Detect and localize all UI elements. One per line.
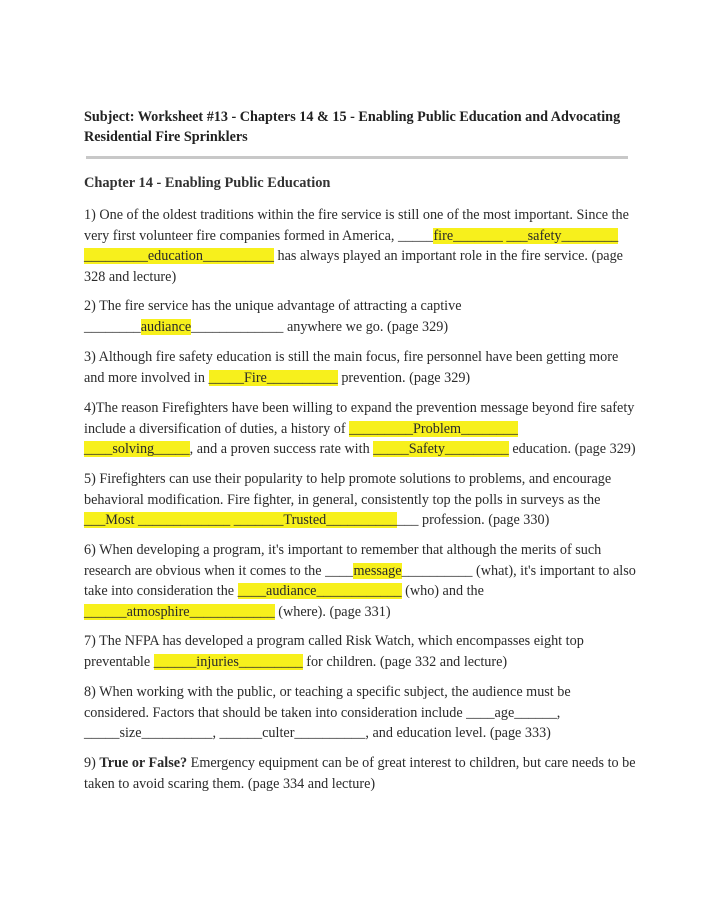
q6-text: (where). (page 331) (274, 603, 391, 620)
q9-number: 9) (84, 755, 100, 771)
q4-line-1: 4)The reason Firefighters have been willing to expand the prevention message beyond fire safety (84, 400, 635, 416)
q1-text: has always played an important role in the fire service. (page (273, 248, 623, 264)
q4-answer-solving: ____solving_____ (84, 441, 190, 457)
q6-text: take into consideration the (84, 583, 238, 599)
q4-text: education. (page 329) (508, 441, 636, 457)
q7-text: preventable (84, 653, 154, 670)
q6-answer-message: message (353, 562, 402, 579)
q9-text: Emergency equipment can be of great interest to children, but care needs to be (187, 755, 636, 771)
q7-line-2 (84, 652, 644, 673)
q2-line-2 (84, 317, 644, 338)
q4-answer-safety: _____Safety_________ (373, 441, 509, 457)
q5-line-1: 5) Firefighters can use their popularity to help promote solutions to problems, and encourage (84, 471, 612, 487)
q6-answer-atmosphire: ______atmosphire____________ (84, 603, 275, 620)
q3-line-2 (84, 368, 644, 389)
question-8 (84, 682, 644, 744)
q2-blank: ________ (84, 318, 141, 335)
q1-line-3 (84, 246, 644, 267)
horizontal-divider (86, 156, 628, 159)
q2-line-1: 2) The fire service has the unique advantage of attracting a captive (84, 298, 462, 314)
q7-line-1: 7) The NFPA has developed a program called Risk Watch, which encompasses eight top (84, 633, 584, 649)
q8-line-3: _____size__________, ______culter__________, and education level. (page 333) (84, 725, 551, 741)
q4-line-3 (84, 439, 644, 460)
q3-line-1: 3) Although fire safety education is still the main focus, fire personnel have been getting more (84, 349, 619, 365)
q4-answer-problem: _________Problem________ (349, 420, 518, 437)
title-line-2: Residential Fire Sprinklers (84, 129, 248, 145)
question-5 (84, 469, 644, 531)
q6-text: research are obvious when it comes to the ____ (84, 562, 354, 579)
q3-text: and more involved in (84, 369, 209, 386)
q1-answer-fire-safety: fire_______ ___safety________ (433, 227, 619, 244)
q5-answer-most-trusted: ___Most _____________ _______Trusted (84, 512, 327, 528)
worksheet-title (84, 107, 644, 147)
q6-text: (who) and the (401, 583, 484, 599)
q5-answer-blank: __________ (326, 512, 398, 528)
question-6 (84, 540, 644, 622)
q3-text: prevention. (page 329) (337, 369, 471, 386)
question-1 (84, 205, 644, 287)
q9-line-2: taken to avoid scaring them. (page 334 and lecture) (84, 775, 376, 792)
q1-line-1: 1) One of the oldest traditions within the fire service is still one of the most important. Since the (84, 207, 629, 223)
q2-text: _____________ anywhere we go. (page 329) (191, 318, 449, 335)
q9-true-false-label: True or False? (99, 755, 188, 771)
q7-answer-injuries: ______injuries_________ (153, 653, 303, 670)
q8-line-1: 8) When working with the public, or teaching a specific subject, the audience must be (84, 684, 571, 700)
q6-line-1: 6) When developing a program, it's important to remember that although the merits of such (84, 542, 602, 558)
q4-line-2 (84, 419, 644, 440)
q6-line-4 (84, 602, 644, 623)
q1-answer-education: _________education__________ (84, 248, 274, 264)
q2-answer-audiance: audiance (140, 318, 192, 335)
q6-answer-audiance: ____audiance____________ (237, 583, 402, 599)
question-4 (84, 398, 644, 460)
title-line-1: Subject: Worksheet #13 - Chapters 14 & 15 - Enabling Public Education and Advocating (84, 109, 621, 125)
q6-line-3 (84, 581, 644, 602)
q7-text: for children. (page 332 and lecture) (302, 653, 508, 670)
q6-line-2 (84, 561, 644, 582)
q5-text: ___ profession. (page 330) (397, 512, 550, 528)
q6-text: __________ (what), it's important to also (401, 562, 636, 579)
q9-line-1 (84, 753, 644, 774)
q1-text: very first volunteer fire companies formed in America, _____ (84, 227, 434, 244)
question-3 (84, 347, 644, 388)
question-2 (84, 296, 644, 337)
chapter-heading: Chapter 14 - Enabling Public Education (84, 175, 331, 191)
q4-text: include a diversification of duties, a history of (84, 420, 350, 437)
q8-line-2: considered. Factors that should be taken into consideration include ____age______, (84, 704, 561, 721)
question-7 (84, 631, 644, 672)
q5-line-2: behavioral modification. Fire fighter, in general, consistently top the polls in surveys as the (84, 491, 601, 508)
question-9 (84, 753, 644, 794)
q3-answer-fire: _____Fire__________ (208, 369, 338, 386)
q5-line-3 (84, 510, 644, 531)
q1-line-2 (84, 226, 644, 247)
q1-line-4: 328 and lecture) (84, 268, 177, 285)
q4-text: , and a proven success rate with (189, 441, 374, 457)
